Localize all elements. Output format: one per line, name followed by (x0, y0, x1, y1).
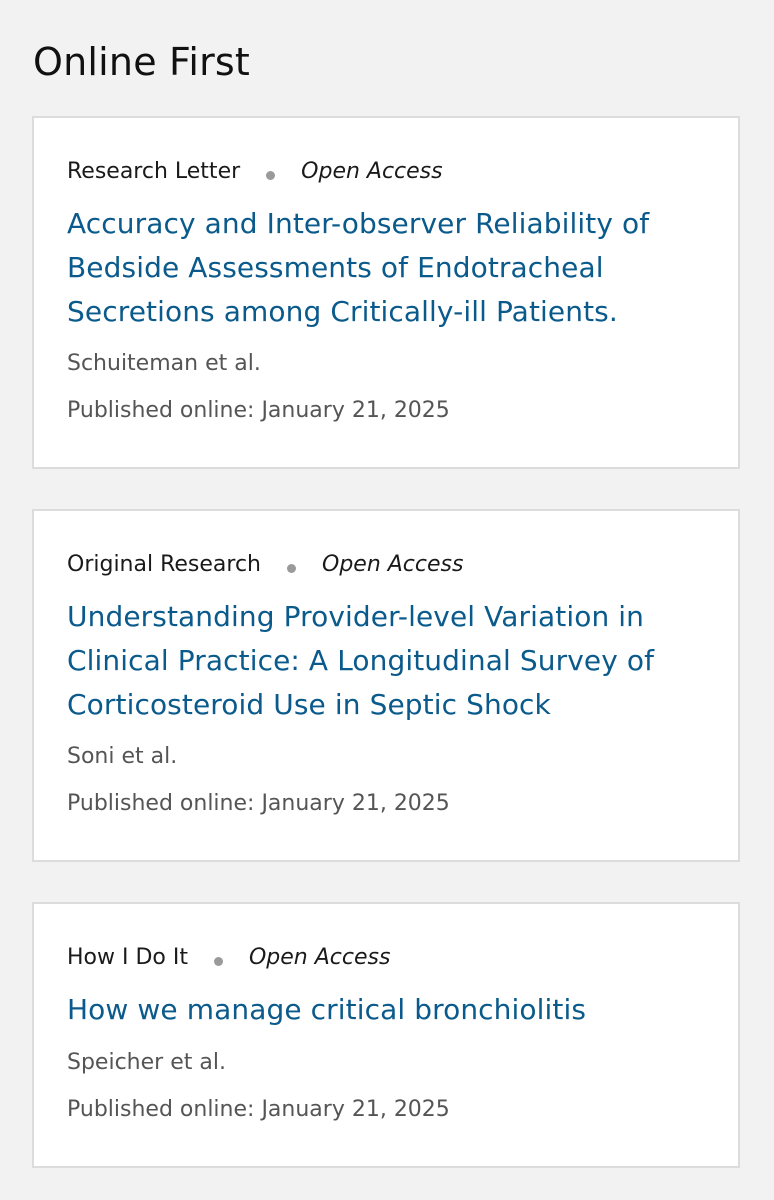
article-authors: Soni et al. (67, 744, 178, 769)
open-access-label: Open Access (301, 158, 443, 184)
article-authors: Speicher et al. (67, 1050, 226, 1075)
article-card (32, 509, 740, 862)
published-date (67, 396, 450, 426)
published-date-value: January 21, 2025 (261, 398, 450, 423)
published-label: Published online: (67, 791, 255, 816)
article-title-link[interactable]: Understanding Provider-level Variation in Clinical Practice: A Longitudinal Survey of Corticosteroid Use in Septic Shock (67, 600, 655, 721)
published-date-value: January 21, 2025 (261, 1097, 450, 1122)
published-label: Published online: (67, 398, 255, 423)
open-access-label: Open Access (322, 551, 464, 577)
published-date (67, 1095, 450, 1125)
article-authors: Schuiteman et al. (67, 351, 261, 376)
published-label: Published online: (67, 1097, 255, 1122)
published-date-value: January 21, 2025 (261, 791, 450, 816)
article-meta (67, 547, 463, 581)
section-title: Online First (33, 40, 251, 84)
article-title-link[interactable]: Accuracy and Inter-observer Reliability of Bedside Assessments of Endotracheal Secretions among Critically-ill Patients. (67, 207, 650, 328)
article-meta (67, 940, 390, 974)
article-meta (67, 154, 443, 188)
article-type: How I Do It (67, 944, 188, 970)
article-title-link[interactable]: How we manage critical bronchiolitis (67, 993, 587, 1026)
article-card (32, 902, 740, 1168)
published-date (67, 789, 450, 819)
separator-dot-icon (214, 957, 223, 966)
separator-dot-icon (266, 171, 275, 180)
article-type: Research Letter (67, 158, 241, 184)
separator-dot-icon (287, 564, 296, 573)
article-type: Original Research (67, 551, 261, 577)
article-card (32, 116, 740, 469)
open-access-label: Open Access (248, 944, 391, 970)
